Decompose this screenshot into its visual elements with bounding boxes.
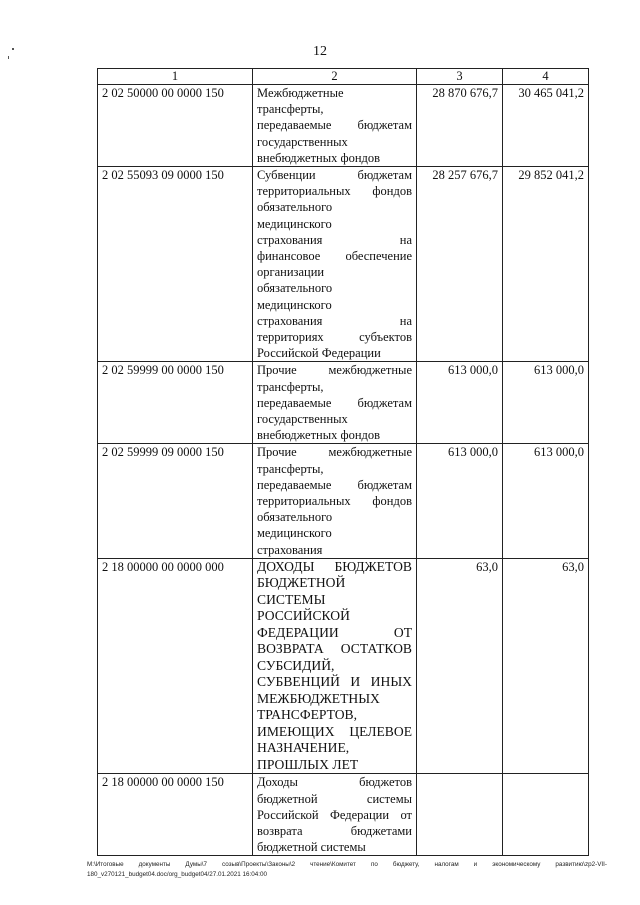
amount-col3-cell: 28 257 676,7 bbox=[417, 167, 503, 362]
description-line: обязательного bbox=[257, 200, 333, 215]
description-line: медицинского bbox=[257, 216, 332, 231]
description-line: ИМЕЮЩИХ ЦЕЛЕВОЕ bbox=[257, 723, 412, 739]
description-line: НАЗНАЧЕНИЕ, bbox=[257, 740, 350, 756]
budget-code-cell: 2 18 00000 00 0000 150 bbox=[98, 774, 253, 856]
table-row bbox=[98, 85, 589, 167]
table-header-row bbox=[98, 69, 589, 85]
description-line: территориальных фондов bbox=[257, 494, 412, 509]
budget-code-cell: 2 02 59999 00 0000 150 bbox=[98, 362, 253, 444]
description-line: страхования bbox=[257, 542, 323, 557]
description-line: Субвенции бюджетам bbox=[257, 168, 412, 183]
description-cell bbox=[253, 85, 417, 167]
description-line: ФЕДЕРАЦИИ ОТ bbox=[257, 624, 412, 640]
description-line: трансферты, bbox=[257, 102, 324, 117]
amount-col3-cell: 613 000,0 bbox=[417, 362, 503, 444]
description-line: Прочие межбюджетные bbox=[257, 363, 412, 378]
amount-col3-cell: 63,0 bbox=[417, 558, 503, 774]
description-line: Российской Федерации от bbox=[257, 807, 412, 822]
column-header: 3 bbox=[417, 69, 503, 85]
column-header: 2 bbox=[253, 69, 417, 85]
description-line: территориальных фондов bbox=[257, 184, 412, 199]
amount-col3-cell: 613 000,0 bbox=[417, 444, 503, 558]
description-line: МЕЖБЮДЖЕТНЫХ bbox=[257, 690, 380, 706]
description-line: бюджетной системы bbox=[257, 791, 412, 806]
table-row bbox=[98, 774, 589, 856]
amount-col4-cell: 63,0 bbox=[503, 558, 589, 774]
description-line: медицинского bbox=[257, 297, 332, 312]
description-line: передаваемые бюджетам bbox=[257, 118, 412, 133]
amount-col4-cell bbox=[503, 774, 589, 856]
description-line: государственных bbox=[257, 412, 348, 427]
description-line: бюджетной системы bbox=[257, 840, 366, 855]
description-line: возврата бюджетами bbox=[257, 824, 412, 838]
description-line: страхования на bbox=[257, 232, 412, 247]
amount-col4-cell: 29 852 041,2 bbox=[503, 167, 589, 362]
amount-col4-cell: 613 000,0 bbox=[503, 362, 589, 444]
page-number: 12 bbox=[313, 44, 327, 59]
budget-table bbox=[97, 68, 589, 856]
description-line: государственных bbox=[257, 134, 348, 149]
column-header: 4 bbox=[503, 69, 589, 85]
description-line: внебюджетных фондов bbox=[257, 428, 381, 443]
description-line: ПРОШЛЫХ ЛЕТ bbox=[257, 756, 359, 772]
description-line: страхования на bbox=[257, 313, 412, 328]
column-header: 1 bbox=[98, 69, 253, 85]
table-row bbox=[98, 362, 589, 444]
description-cell bbox=[253, 774, 417, 856]
description-line: ВОЗВРАТА ОСТАТКОВ bbox=[257, 641, 412, 657]
description-line: ТРАНСФЕРТОВ, bbox=[257, 707, 358, 723]
description-line: внебюджетных фондов bbox=[257, 150, 381, 165]
footer-file-line: 180_v270121_budget04.doc/org_budget04/27.01.2021 16:04:00 bbox=[87, 871, 267, 878]
description-line: передаваемые бюджетам bbox=[257, 395, 412, 410]
description-line: финансовое обеспечение bbox=[257, 249, 412, 264]
table-row bbox=[98, 444, 589, 558]
budget-code-cell: 2 02 59999 09 0000 150 bbox=[98, 444, 253, 558]
description-line: БЮДЖЕТНОЙ bbox=[257, 575, 346, 591]
description-line: обязательного bbox=[257, 281, 333, 296]
description-line: Прочие межбюджетные bbox=[257, 445, 412, 460]
description-line: Доходы бюджетов bbox=[257, 775, 412, 790]
description-cell bbox=[253, 167, 417, 362]
amount-col4-cell: 30 465 041,2 bbox=[503, 85, 589, 167]
table-row bbox=[98, 167, 589, 362]
description-line: СИСТЕМЫ bbox=[257, 591, 326, 607]
budget-code-cell: 2 02 55093 09 0000 150 bbox=[98, 167, 253, 362]
description-cell bbox=[253, 558, 417, 774]
description-line: Российской Федерации bbox=[257, 346, 381, 361]
description-line: обязательного bbox=[257, 510, 333, 525]
description-line: СУБВЕНЦИЙ И ИНЫХ bbox=[257, 674, 412, 690]
description-cell bbox=[253, 444, 417, 558]
description-line: РОССИЙСКОЙ bbox=[257, 608, 350, 624]
amount-col3-cell: 28 870 676,7 bbox=[417, 85, 503, 167]
description-cell bbox=[253, 362, 417, 444]
description-line: трансферты, bbox=[257, 461, 324, 476]
description-line: территориях субъектов bbox=[257, 330, 412, 345]
description-line: ДОХОДЫ БЮДЖЕТОВ bbox=[257, 558, 412, 574]
description-line: Межбюджетные bbox=[257, 86, 344, 100]
description-line: СУБСИДИЙ, bbox=[257, 657, 335, 673]
file-path-footer bbox=[87, 860, 607, 880]
description-line: организации bbox=[257, 265, 325, 280]
description-line: медицинского bbox=[257, 526, 332, 541]
budget-code-cell: 2 02 50000 00 0000 150 bbox=[98, 85, 253, 167]
description-line: трансферты, bbox=[257, 379, 324, 394]
budget-code-cell: 2 18 00000 00 0000 000 bbox=[98, 558, 253, 774]
amount-col3-cell bbox=[417, 774, 503, 856]
description-line: передаваемые бюджетам bbox=[257, 477, 412, 492]
footer-path-line: M:\Итоговые документы Думы\7 созыв\Проекты\Законы\2 чтение\Комитет по бюджету, налогам и экономическому развитию\zp2-VII- bbox=[87, 861, 607, 868]
table-row bbox=[98, 558, 589, 774]
amount-col4-cell: 613 000,0 bbox=[503, 444, 589, 558]
